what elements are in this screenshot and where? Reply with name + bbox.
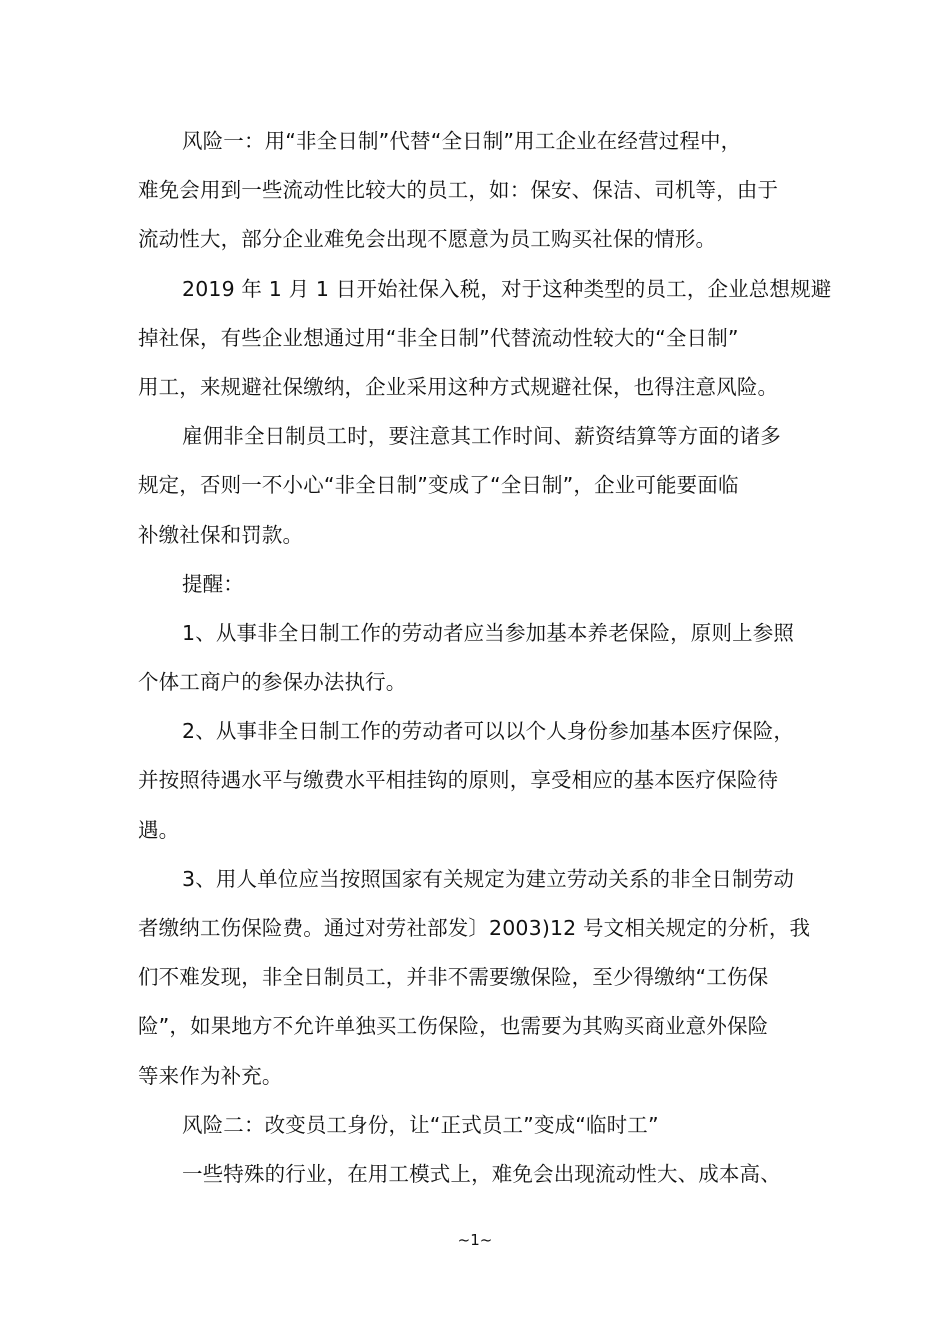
section-heading: 风险二：改变员工身份，让“正式员工”变成“临时工” xyxy=(182,1112,659,1137)
text-line: 用工，来规避社保缴纳，企业采用这种方式规避社保，也得注意风险。 xyxy=(138,374,779,399)
text-line: 险”，如果地方不允许单独买工伤保险，也需要为其购买商业意外保险 xyxy=(138,1014,769,1039)
text-line: 2、从事非全日制工作的劳动者可以以个人身份参加基本医疗保险， xyxy=(182,719,795,744)
text-line: 难免会用到一些流动性比较大的员工，如：保安、保洁、司机等，由于 xyxy=(138,178,779,203)
text-line: 流动性大，部分企业难免会出现不愿意为员工购买社保的情形。 xyxy=(138,227,717,252)
text-line: 风险一：用“非全日制”代替“全日制”用工企业在经营过程中， xyxy=(182,129,742,153)
page-number: ~1~ xyxy=(457,1231,493,1249)
text-line: 3、用人单位应当按照国家有关规定为建立劳动关系的非全日制劳动 xyxy=(182,866,795,891)
text-line: 者缴纳工伤保险费。通过对劳社部发〕2003)12 号文相关规定的分析，我 xyxy=(138,916,811,940)
section-heading: 提醒： xyxy=(182,571,244,596)
text-line: 遇。 xyxy=(138,817,180,842)
text-line: 一些特殊的行业，在用工模式上，难免会出现流动性大、成本高、 xyxy=(182,1161,781,1186)
text-line: 等来作为补充。 xyxy=(138,1063,283,1088)
text-line: 个体工商户的参保办法执行。 xyxy=(138,670,407,695)
text-line: 并按照待遇水平与缴费水平相挂钩的原则，享受相应的基本医疗保险待 xyxy=(138,768,779,793)
document-body xyxy=(138,117,832,1199)
text-line: 规定，否则一不小心“非全日制”变成了“全日制”，企业可能要面临 xyxy=(138,473,739,498)
text-line: 1、从事非全日制工作的劳动者应当参加基本养老保险，原则上参照 xyxy=(182,620,795,645)
text-line: 们不难发现，非全日制员工，并非不需要缴保险，至少得缴纳“工伤保 xyxy=(138,965,769,990)
text-line: 掉社保，有些企业想通过用“非全日制”代替流动性较大的“全日制” xyxy=(138,325,739,350)
text-line: 2019 年 1 月 1 日开始社保入税，对于这种类型的员工，企业总想规避 xyxy=(182,276,832,301)
text-line: 雇佣非全日制员工时，要注意其工作时间、薪资结算等方面的诸多 xyxy=(182,424,781,449)
text-line: 补缴社保和罚款。 xyxy=(138,522,304,547)
